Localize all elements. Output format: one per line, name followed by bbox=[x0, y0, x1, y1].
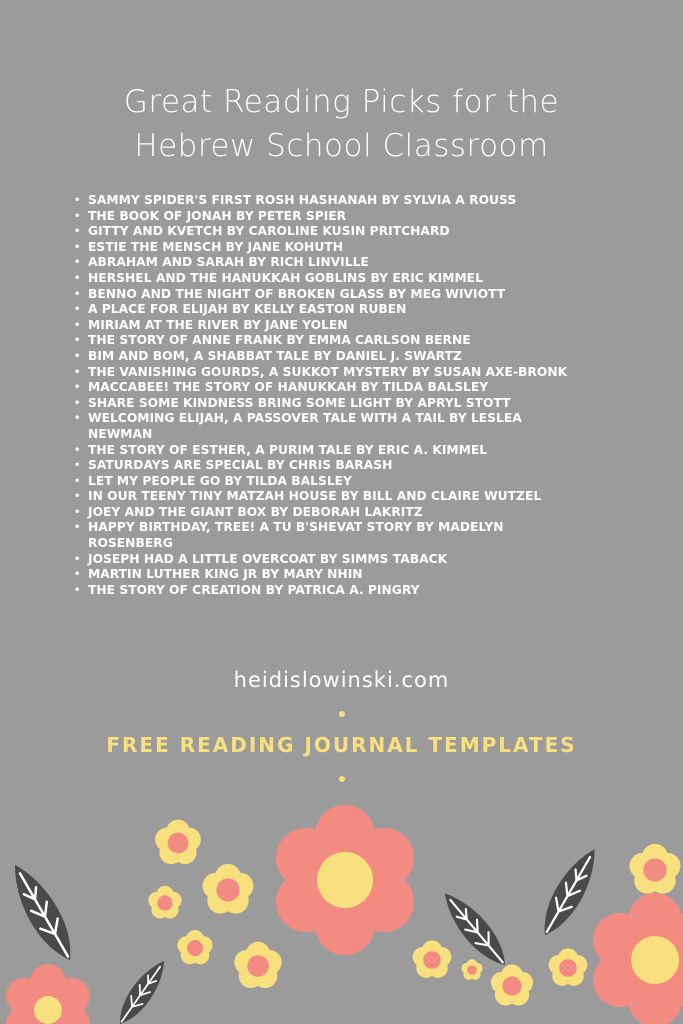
book-list-item: • WELCOMING ELIJAH, A PASSOVER TALE WITH A TAIL BY LESLEA NEWMAN bbox=[88, 411, 588, 442]
large-flower-icon bbox=[276, 805, 414, 955]
book-list-item: • THE STORY OF ESTHER, A PURIM TALE BY ERIC A. KIMMEL bbox=[88, 443, 588, 459]
page-title bbox=[0, 80, 683, 168]
book-list-item: • BIM AND BOM, A SHABBAT TALE BY DANIEL J. SWARTZ bbox=[88, 349, 588, 365]
large-flower-icon bbox=[6, 964, 90, 1024]
book-list-item: • HERSHEL AND THE HANUKKAH GOBLINS BY ERIC KIMMEL bbox=[88, 271, 588, 287]
free-templates-link[interactable]: FREE READING JOURNAL TEMPLATES bbox=[106, 733, 577, 757]
leaf-icon bbox=[111, 955, 172, 1024]
title-line-2: Hebrew School Classroom bbox=[134, 128, 549, 164]
small-flower-icon bbox=[491, 964, 533, 1005]
book-list-item: • IN OUR TEENY TINY MATZAH HOUSE BY BILL AND CLAIRE WUTZEL bbox=[88, 489, 588, 505]
book-list-item: • HAPPY BIRTHDAY, TREE! A TU B'SHEVAT STORY BY MADELYN ROSENBERG bbox=[88, 520, 588, 551]
book-list-item: • ESTIE THE MENSCH BY JANE KOHUTH bbox=[88, 240, 588, 256]
book-list-item: • MARTIN LUTHER KING JR BY MARY NHIN bbox=[88, 567, 588, 583]
dot-divider-bottom bbox=[339, 776, 345, 782]
small-flower-icon bbox=[234, 942, 282, 988]
book-list-item: • SATURDAYS ARE SPECIAL BY CHRIS BARASH bbox=[88, 458, 588, 474]
book-list-item: • BENNO AND THE NIGHT OF BROKEN GLASS BY MEG WIVIOTT bbox=[88, 287, 588, 303]
book-list-item: • THE BOOK OF JONAH BY PETER SPIER bbox=[88, 209, 588, 225]
dot-divider-top bbox=[339, 711, 345, 717]
small-flower-icon bbox=[413, 940, 452, 978]
book-list-item: • THE STORY OF ANNE FRANK BY EMMA CARLSON BERNE bbox=[88, 333, 588, 349]
website-link[interactable]: heidislowinski.com bbox=[233, 668, 450, 692]
small-flower-icon bbox=[148, 886, 181, 919]
book-list-item: • THE STORY OF CREATION BY PATRICA A. PINGRY bbox=[88, 583, 588, 599]
book-list bbox=[72, 193, 588, 598]
book-list-item: • LET MY PEOPLE GO BY TILDA BALSLEY bbox=[88, 474, 588, 490]
small-flower-icon bbox=[549, 948, 588, 986]
book-list-item: • SAMMY SPIDER'S FIRST ROSH HASHANAH BY SYLVIA A ROUSS bbox=[88, 193, 588, 209]
leaf-icon bbox=[533, 842, 606, 941]
floral-decoration bbox=[0, 790, 683, 1024]
small-flower-icon bbox=[461, 959, 482, 980]
book-list-item: • MACCABEE! THE STORY OF HANUKKAH BY TILDA BALSLEY bbox=[88, 380, 588, 396]
book-list-item: • GITTY AND KVETCH BY CAROLINE KUSIN PRITCHARD bbox=[88, 224, 588, 240]
book-list-item: • JOEY AND THE GIANT BOX BY DEBORAH LAKRITZ bbox=[88, 505, 588, 521]
small-flower-icon bbox=[202, 864, 253, 914]
small-flower-icon bbox=[155, 820, 201, 865]
book-list-item: • MIRIAM AT THE RIVER BY JANE YOLEN bbox=[88, 318, 588, 334]
title-line-1: Great Reading Picks for the bbox=[123, 84, 560, 120]
book-list-item: • JOSEPH HAD A LITTLE OVERCOAT BY SIMMS TABACK bbox=[88, 552, 588, 568]
book-list-item: • A PLACE FOR ELIJAH BY KELLY EASTON RUBEN bbox=[88, 302, 588, 318]
leaf-icon bbox=[2, 857, 83, 967]
large-flower-icon bbox=[593, 893, 683, 1024]
book-list-item: • ABRAHAM AND SARAH BY RICH LINVILLE bbox=[88, 255, 588, 271]
book-list-item: • THE VANISHING GOURDS, A SUKKOT MYSTERY BY SUSAN AXE-BRONK bbox=[88, 365, 588, 381]
small-flower-icon bbox=[629, 844, 680, 894]
book-list-item: • SHARE SOME KINDNESS BRING SOME LIGHT BY APRYL STOTT bbox=[88, 396, 588, 412]
small-flower-icon bbox=[177, 930, 212, 964]
